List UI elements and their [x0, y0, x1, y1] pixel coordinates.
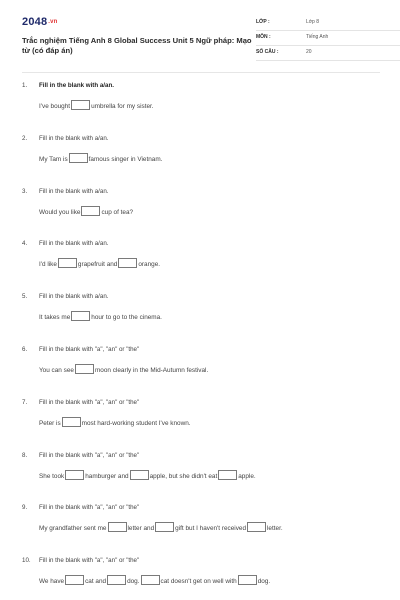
- answer-blank-input[interactable]: [108, 522, 127, 532]
- sentence-text: She took: [39, 472, 65, 480]
- sentence-text: letter and: [127, 525, 155, 533]
- sentence-text: Peter is: [39, 419, 61, 427]
- sentence-text: My grandfather sent me: [39, 525, 107, 533]
- question-prompt: Fill in the blank with "a", "an" or "the": [39, 451, 140, 459]
- sentence-text: cup of tea?: [101, 208, 134, 216]
- logo-suffix: .vn: [48, 19, 58, 25]
- question-sentence: [39, 258, 160, 268]
- header-divider: [22, 72, 380, 73]
- question-number: 9.: [22, 504, 28, 512]
- sentence-text: cat and: [85, 578, 107, 586]
- sentence-text: most hard-working student I've known.: [81, 419, 191, 427]
- question-number: 7.: [22, 398, 28, 406]
- answer-blank-input[interactable]: [65, 470, 84, 480]
- sentence-text: apple, but she didn't eat: [149, 472, 218, 480]
- meta-row-count: [256, 46, 400, 61]
- answer-blank-input[interactable]: [155, 522, 174, 532]
- sentence-text: We have: [39, 578, 65, 586]
- question-sentence: [39, 575, 270, 585]
- answer-blank-input[interactable]: [71, 100, 90, 110]
- logo-text: 2048: [22, 16, 48, 28]
- question-number: 1.: [22, 82, 28, 89]
- meta-label: LỚP :: [256, 19, 270, 25]
- answer-blank-input[interactable]: [65, 575, 84, 585]
- meta-row-class: [256, 16, 400, 31]
- question-prompt: Fill in the blank with a/an.: [39, 134, 109, 142]
- meta-value: Tiếng Anh: [306, 34, 329, 40]
- sentence-text: apple.: [238, 472, 256, 480]
- meta-panel: [256, 16, 400, 61]
- answer-blank-input[interactable]: [141, 575, 160, 585]
- sentence-text: hamburger and: [85, 472, 129, 480]
- sentence-text: I'd like: [39, 261, 57, 269]
- question-number: 4.: [22, 240, 28, 248]
- question-prompt: Fill in the blank with "a", "an" or "the": [39, 398, 140, 406]
- meta-label: SỐ CÂU :: [256, 49, 279, 55]
- question-sentence: [39, 153, 162, 163]
- question-prompt: Fill in the blank with a/an.: [39, 293, 109, 301]
- sentence-text: gift but I haven't received: [175, 525, 247, 533]
- question-sentence: [39, 364, 208, 374]
- question-sentence: [39, 206, 133, 216]
- sentence-text: hour to go to the cinema.: [91, 314, 162, 322]
- sentence-text: famous singer in Vietnam.: [88, 155, 163, 163]
- question-number: 3.: [22, 187, 28, 195]
- sentence-text: dog.: [127, 578, 140, 586]
- sentence-text: You can see: [39, 367, 74, 374]
- answer-blank-input[interactable]: [81, 206, 100, 216]
- question-prompt: Fill in the blank with a/an.: [39, 82, 114, 89]
- question-sentence: [39, 522, 283, 532]
- answer-blank-input[interactable]: [62, 417, 81, 427]
- question-prompt: Fill in the blank with "a", "an" or "the": [39, 504, 140, 512]
- sentence-text: moon clearly in the Mid-Autumn festival.: [94, 367, 209, 374]
- question-prompt: Fill in the blank with "a", "an" or "the": [39, 557, 140, 565]
- sentence-text: grapefruit and: [77, 261, 118, 269]
- sentence-text: cat doesn't get on well with: [160, 578, 237, 586]
- page-title: Trắc nghiệm Tiếng Anh 8 Global Success Unit 5 Ngữ pháp: Mạo từ (có đáp án): [22, 36, 252, 55]
- meta-label: MÔN :: [256, 34, 271, 40]
- sentence-text: letter.: [267, 525, 283, 533]
- sentence-text: It takes me: [39, 314, 71, 322]
- question-number: 6.: [22, 346, 28, 353]
- question-number: 8.: [22, 451, 28, 459]
- answer-blank-input[interactable]: [69, 153, 88, 163]
- meta-value: Lớp 8: [306, 19, 320, 25]
- sentence-text: I've bought: [39, 103, 71, 110]
- question-sentence: [39, 417, 191, 427]
- answer-blank-input[interactable]: [218, 470, 237, 480]
- sentence-text: umbrella for my sister.: [91, 103, 154, 110]
- question-sentence: [39, 311, 162, 321]
- answer-blank-input[interactable]: [75, 364, 94, 374]
- question-prompt: Fill in the blank with a/an.: [39, 240, 109, 248]
- sentence-text: dog.: [257, 578, 271, 586]
- answer-blank-input[interactable]: [130, 470, 149, 480]
- logo[interactable]: [22, 16, 58, 28]
- question-prompt: Fill in the blank with a/an.: [39, 187, 109, 195]
- answer-blank-input[interactable]: [107, 575, 126, 585]
- meta-value: 20: [306, 49, 312, 55]
- question-sentence: [39, 470, 256, 480]
- sentence-text: My Tam is: [39, 155, 68, 163]
- question-number: 2.: [22, 134, 28, 142]
- answer-blank-input[interactable]: [58, 258, 77, 268]
- question-sentence: [39, 100, 154, 110]
- question-number: 5.: [22, 293, 28, 301]
- meta-row-subject: [256, 31, 400, 46]
- answer-blank-input[interactable]: [247, 522, 266, 532]
- question-number: 10.: [22, 557, 31, 565]
- sentence-text: orange.: [138, 261, 161, 269]
- answer-blank-input[interactable]: [238, 575, 257, 585]
- answer-blank-input[interactable]: [71, 311, 90, 321]
- header: [22, 16, 380, 68]
- answer-blank-input[interactable]: [118, 258, 137, 268]
- question-prompt: Fill in the blank with "a", "an" or "the": [39, 346, 140, 353]
- sentence-text: Would you like: [39, 208, 81, 216]
